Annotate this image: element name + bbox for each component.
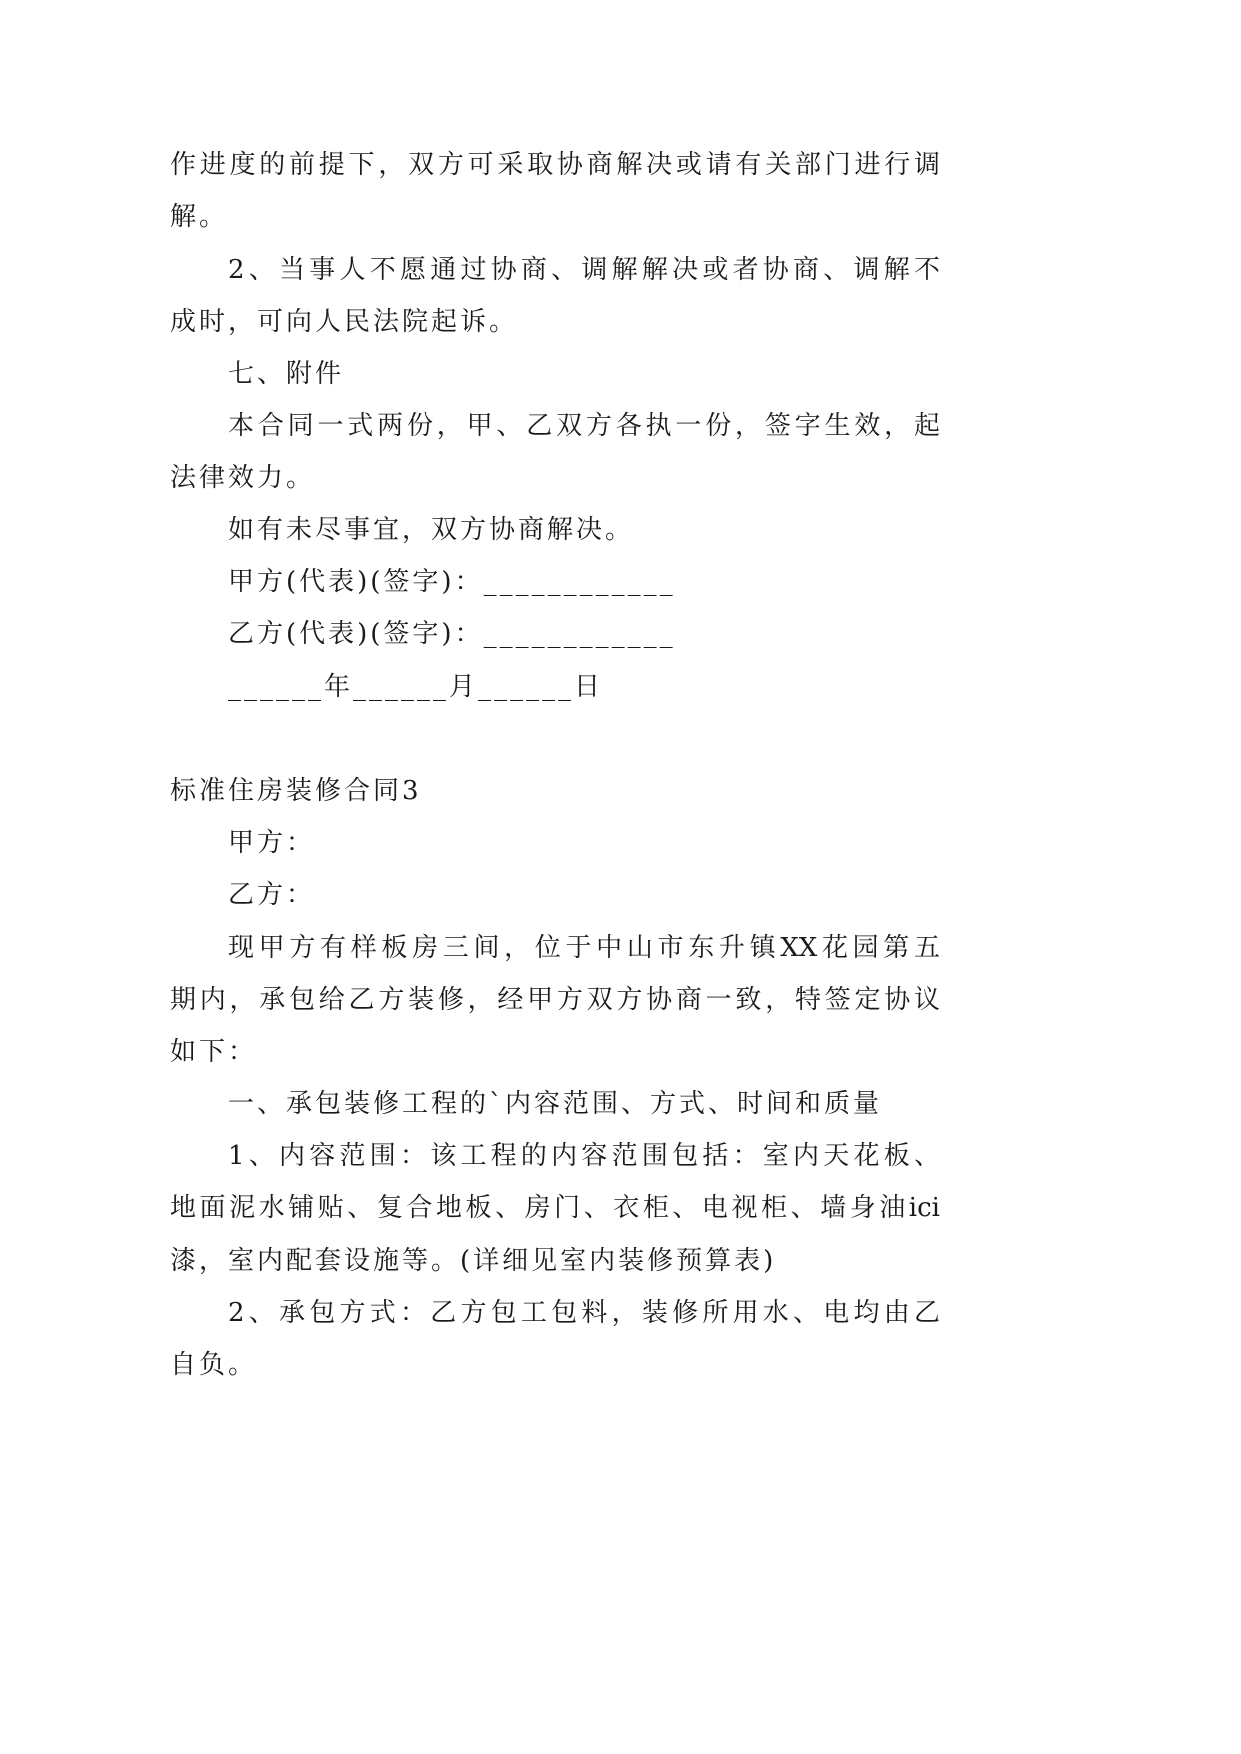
signature-line-party-a: 甲方(代表)(签字)：____________: [228, 567, 676, 597]
paragraph-line: 现甲方有样板房三间，位于中山市东升镇XX花园第五: [228, 933, 940, 963]
paragraph-line: 成时，可向人民法院起诉。: [170, 307, 519, 337]
contract-title: 标准住房装修合同3: [170, 776, 422, 806]
paragraph-line: 如下：: [170, 1037, 258, 1067]
paragraph-line: 1、内容范围：该工程的内容范围包括：室内天花板、: [228, 1141, 940, 1171]
date-line: ______年______月______日: [228, 672, 604, 702]
paragraph-line: 2、当事人不愿通过协商、调解解决或者协商、调解不: [228, 255, 940, 285]
paragraph-line: 漆，室内配套设施等。(详细见室内装修预算表): [170, 1246, 777, 1276]
party-a-line: 甲方：: [228, 828, 316, 858]
paragraph-line: 自负。: [170, 1350, 258, 1380]
party-b-line: 乙方：: [228, 880, 316, 910]
section-heading: 一、承包装修工程的`内容范围、方式、时间和质量: [228, 1089, 883, 1119]
paragraph-line: 本合同一式两份，甲、乙双方各执一份，签字生效，起: [228, 411, 940, 441]
paragraph-line: 地面泥水铺贴、复合地板、房门、衣柜、电视柜、墙身油ici: [170, 1193, 940, 1223]
signature-line-party-b: 乙方(代表)(签字)：____________: [228, 619, 676, 649]
paragraph-line: 如有未尽事宜，双方协商解决。: [228, 515, 635, 545]
paragraph-line: 期内，承包给乙方装修，经甲方双方协商一致，特签定协议: [170, 985, 940, 1015]
paragraph-line: 2、承包方式：乙方包工包料，装修所用水、电均由乙: [228, 1298, 940, 1328]
section-heading: 七、附件: [228, 359, 345, 389]
paragraph-line: 解。: [170, 202, 229, 232]
paragraph-line: 法律效力。: [170, 463, 316, 493]
paragraph-line: 作进度的前提下，双方可采取协商解决或请有关部门进行调: [170, 150, 940, 180]
